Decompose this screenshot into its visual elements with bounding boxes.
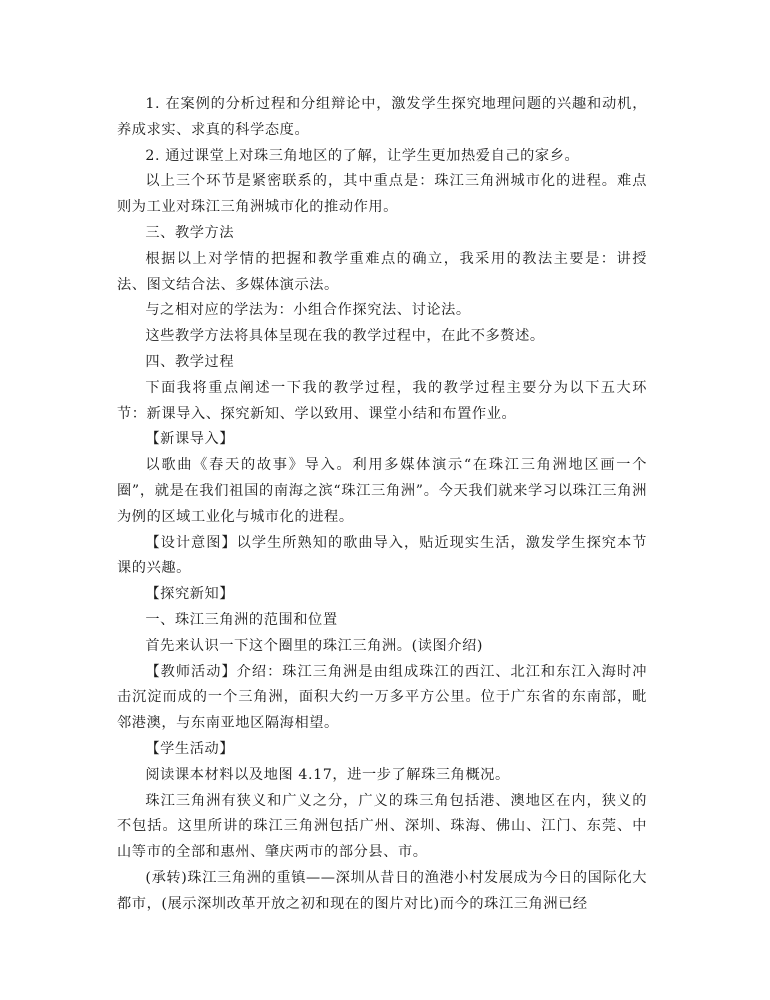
paragraph-teaching-methods: 根据以上对学情的把握和教学重难点的确立，我采用的教法主要是：讲授法、图文结合法、多媒体演示法。 [117, 250, 647, 293]
paragraph-transition: (承转)珠江三角洲的重镇——深圳从昔日的渔港小村发展成为今日的国际化大都市，(展示深圳改革开放之初和现在的图片对比)而今的珠江三角洲已经 [117, 869, 647, 912]
paragraph-methods-note: 这些教学方法将具体呈现在我的教学过程中，在此不多赘述。 [145, 328, 545, 345]
document-body [117, 92, 647, 918]
section-heading-teaching-process: 四、教学过程 [145, 353, 235, 370]
bracket-heading-new-lesson: 【新课导入】 [145, 431, 235, 448]
bracket-heading-explore: 【探究新知】 [145, 586, 235, 603]
paragraph-new-lesson: 以歌曲《春天的故事》导入。利用多媒体演示“在珠江三角洲地区画一个圈”，就是在我们祖国的南海之滨“珠江三角洲”。今天我们就来学习以珠江三角洲为例的区域工业化与城市化的进程。 [117, 457, 647, 525]
paragraph-objective-1: 1. 在案例的分析过程和分组辩论中，激发学生探究地理问题的兴趣和动机，养成求实、求真的科学态度。 [117, 96, 647, 138]
section-heading-teaching-methods: 三、教学方法 [145, 224, 235, 241]
paragraph-learning-methods: 与之相对应的学法为：小组合作探究法、讨论法。 [145, 302, 471, 319]
paragraph-process-overview: 下面我将重点阐述一下我的教学过程，我的教学过程主要分为以下五大环节：新课导入、探究新知、学以致用、课堂小结和布置作业。 [117, 379, 647, 422]
paragraph-objective-2: 2. 通过课堂上对珠三角地区的了解，让学生更加热爱自己的家乡。 [145, 147, 580, 164]
paragraph-reading-task: 阅读课本材料以及地图 4.17，进一步了解珠三角概况。 [145, 766, 510, 783]
subheading-scope-location: 一、珠江三角洲的范围和位置 [145, 611, 338, 628]
paragraph-teacher-activity: 【教师活动】介绍：珠江三角洲是由组成珠江的西江、北江和东江入海时冲击沉淀而成的一个三角洲，面积大约一万多平方公里。位于广东省的东南部，毗邻港澳，与东南亚地区隔海相望。 [117, 663, 647, 732]
paragraph-key-points: 以上三个环节是紧密联系的，其中重点是：珠江三角洲城市化的进程。难点则为工业对珠江三角洲城市化的推动作用。 [117, 173, 647, 216]
paragraph-delta-definition: 珠江三角洲有狭义和广义之分，广义的珠三角包括港、澳地区在内，狭义的不包括。这里所讲的珠江三角洲包括广州、深圳、珠海、佛山、江门、东莞、中山等市的全部和惠州、肇庆两市的部分县、市。 [117, 792, 647, 861]
paragraph-map-intro: 首先来认识一下这个圈里的珠江三角洲。(读图介绍) [145, 637, 483, 654]
bracket-heading-student-activity: 【学生活动】 [145, 740, 235, 757]
paragraph-design-intent: 【设计意图】以学生所熟知的歌曲导入，贴近现实生活，激发学生探究本节课的兴趣。 [117, 534, 647, 577]
